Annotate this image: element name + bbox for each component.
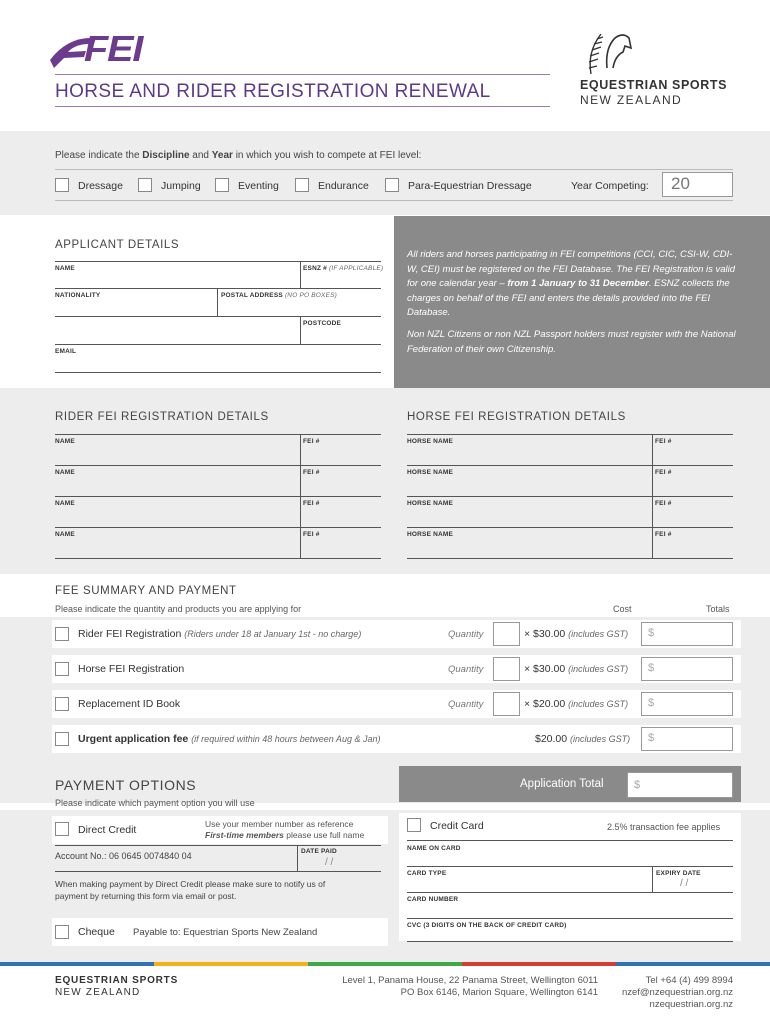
fee-item-checkbox[interactable]: [55, 627, 69, 641]
account-number: Account No.: 06 0645 0074840 04: [55, 851, 192, 861]
direct-credit-note: When making payment by Direct Credit please make sure to notify us of payment by returning this form via email or post.: [55, 879, 326, 901]
rider-reg-heading: RIDER FEI REGISTRATION DETAILS: [55, 411, 269, 423]
esnz-logo-line1: EQUESTRIAN SPORTS: [580, 78, 728, 92]
fee-price: × $30.00 (includes GST): [524, 663, 629, 675]
rider-fei-label: FEI #: [303, 469, 320, 476]
card-number-label: CARD NUMBER: [407, 896, 459, 903]
para-dressage-checkbox[interactable]: [385, 178, 399, 192]
credit-card-checkbox[interactable]: [407, 818, 421, 832]
reference-note-2: First-time members please use full name: [205, 830, 365, 840]
application-total-label: Application Total: [520, 778, 604, 790]
rider-name-label: NAME: [55, 469, 75, 476]
direct-credit-checkbox[interactable]: [55, 822, 69, 836]
footer-org-2: NEW ZEALAND: [55, 987, 141, 998]
name-field-label: NAME: [55, 265, 75, 272]
fee-total-dollar: $: [648, 697, 655, 709]
fee-item-label: Rider FEI Registration (Riders under 18 at January 1st - no charge): [78, 628, 362, 640]
quantity-label: Quantity: [448, 629, 484, 640]
expiry-date-label: EXPIRY DATE: [656, 870, 701, 877]
fern-horse-icon: [585, 28, 635, 76]
fee-item-checkbox[interactable]: [55, 732, 69, 746]
horse-name-label: HORSE NAME: [407, 500, 454, 507]
eventing-checkbox[interactable]: [215, 178, 229, 192]
payment-heading: PAYMENT OPTIONS: [55, 777, 197, 793]
fee-price: $20.00 (includes GST): [535, 733, 631, 745]
dressage-label: Dressage: [78, 180, 123, 192]
cost-column-label: Cost: [613, 604, 632, 614]
fei-logo: FEI: [48, 30, 158, 70]
cheque-checkbox[interactable]: [55, 925, 69, 939]
payment-subhead: Please indicate which payment option you will use: [55, 798, 255, 808]
info-text-2: Non NZL Citizens or non NZL Passport holders must register with the National Federation of their own Citizenship.: [407, 329, 736, 355]
horse-reg-heading: HORSE FEI REGISTRATION DETAILS: [407, 411, 626, 423]
applicant-heading: APPLICANT DETAILS: [55, 239, 180, 251]
horse-name-label: HORSE NAME: [407, 438, 454, 445]
jumping-label: Jumping: [161, 180, 201, 192]
quantity-input[interactable]: [493, 622, 520, 646]
dressage-checkbox[interactable]: [55, 178, 69, 192]
horse-name-label: HORSE NAME: [407, 469, 454, 476]
rider-name-label: NAME: [55, 500, 75, 507]
expiry-slashes[interactable]: / /: [680, 878, 689, 889]
quantity-label: Quantity: [448, 699, 484, 710]
para-dressage-label: Para-Equestrian Dressage: [408, 180, 532, 192]
fee-total-input[interactable]: [641, 657, 733, 681]
fee-item-label: Horse FEI Registration: [78, 663, 185, 675]
horse-name-label: HORSE NAME: [407, 531, 454, 538]
date-paid-label: DATE PAID: [301, 848, 337, 855]
card-type-label: CARD TYPE: [407, 870, 447, 877]
footer-address-1: Level 1, Panama House, 22 Panama Street, Wellington 6011: [342, 975, 598, 986]
rider-name-label: NAME: [55, 531, 75, 538]
payable-to: Payable to: Equestrian Sports New Zealand: [133, 927, 318, 938]
footer-stripe: [0, 962, 770, 966]
form-title: HORSE AND RIDER REGISTRATION RENEWAL: [55, 81, 491, 102]
rider-fei-label: FEI #: [303, 438, 320, 445]
credit-card-label: Credit Card: [430, 820, 484, 832]
application-total-input[interactable]: [627, 772, 733, 798]
footer-address-2: PO Box 6146, Marion Square, Wellington 6141: [400, 987, 598, 998]
email-field-label: EMAIL: [55, 348, 77, 355]
fee-total-input[interactable]: [641, 727, 733, 751]
fee-total-input[interactable]: [641, 692, 733, 716]
fee-total-input[interactable]: [641, 622, 733, 646]
discipline-band: [0, 131, 770, 215]
rider-fei-label: FEI #: [303, 531, 320, 538]
horse-fei-label: FEI #: [655, 469, 672, 476]
rider-name-label: NAME: [55, 438, 75, 445]
eventing-label: Eventing: [238, 180, 279, 192]
fee-item-checkbox[interactable]: [55, 662, 69, 676]
totals-column-label: Totals: [706, 604, 730, 614]
fee-item-label: Replacement ID Book: [78, 698, 181, 710]
year-prefix: 20: [671, 174, 690, 193]
jumping-checkbox[interactable]: [138, 178, 152, 192]
quantity-input[interactable]: [493, 692, 520, 716]
fee-total-dollar: $: [648, 627, 655, 639]
footer-website[interactable]: nzequestrian.org.nz: [649, 999, 733, 1010]
endurance-label: Endurance: [318, 180, 369, 192]
fee-heading: FEE SUMMARY AND PAYMENT: [55, 585, 237, 597]
footer-email[interactable]: nzef@nzequestrian.org.nz: [621, 987, 733, 998]
postal-field-label: POSTAL ADDRESS (NO PO BOXES): [221, 292, 338, 299]
info-text-1: All riders and horses participating in FEI competitions (CCI, CIC, CSI-W, CDI-W, CEI) must be registered on the FEI Database. The FEI Registration is valid for one calendar year – from 1 January to 31 December. ESNZ collects the charges on behalf of the FEI and enters the details provided into the FEI Database.: [407, 249, 736, 319]
footer-org-1: EQUESTRIAN SPORTS: [55, 975, 179, 986]
horse-fei-label: FEI #: [655, 500, 672, 507]
fee-item-label: Urgent application fee (if required within 48 hours between Aug & Jan): [78, 733, 381, 745]
fee-price: × $20.00 (includes GST): [524, 698, 629, 710]
application-total-dollar: $: [634, 779, 641, 791]
year-competing-label: Year Competing:: [571, 180, 649, 192]
cvc-label: CVC (3 DIGITS ON THE BACK OF CREDIT CARD): [407, 922, 567, 929]
fee-total-dollar: $: [648, 732, 655, 744]
endurance-checkbox[interactable]: [295, 178, 309, 192]
footer-phone: Tel +64 (4) 499 8994: [645, 975, 733, 986]
direct-credit-label: Direct Credit: [78, 824, 137, 836]
horse-fei-label: FEI #: [655, 438, 672, 445]
quantity-label: Quantity: [448, 664, 484, 675]
postcode-field-label: POSTCODE: [303, 320, 342, 327]
cheque-label: Cheque: [78, 926, 115, 938]
reference-note-1: Use your member number as reference: [205, 819, 354, 829]
fee-price: × $30.00 (includes GST): [524, 628, 629, 640]
horse-fei-label: FEI #: [655, 531, 672, 538]
rider-fei-label: FEI #: [303, 500, 320, 507]
esnz-logo-line2: NEW ZEALAND: [580, 93, 683, 107]
quantity-input[interactable]: [493, 657, 520, 681]
name-on-card-label: NAME ON CARD: [407, 845, 461, 852]
cc-fee-note: 2.5% transaction fee applies: [607, 822, 721, 832]
fee-total-dollar: $: [648, 662, 655, 674]
nationality-field-label: NATIONALITY: [55, 292, 101, 299]
fee-subhead: Please indicate the quantity and products you are applying for: [55, 604, 302, 614]
date-paid-slashes[interactable]: / /: [325, 857, 334, 868]
discipline-prompt: Please indicate the Discipline and Year in which you wish to compete at FEI level:: [55, 150, 422, 161]
fee-item-checkbox[interactable]: [55, 697, 69, 711]
esnz-field-label: ESNZ # (IF APPLICABLE): [303, 265, 384, 272]
